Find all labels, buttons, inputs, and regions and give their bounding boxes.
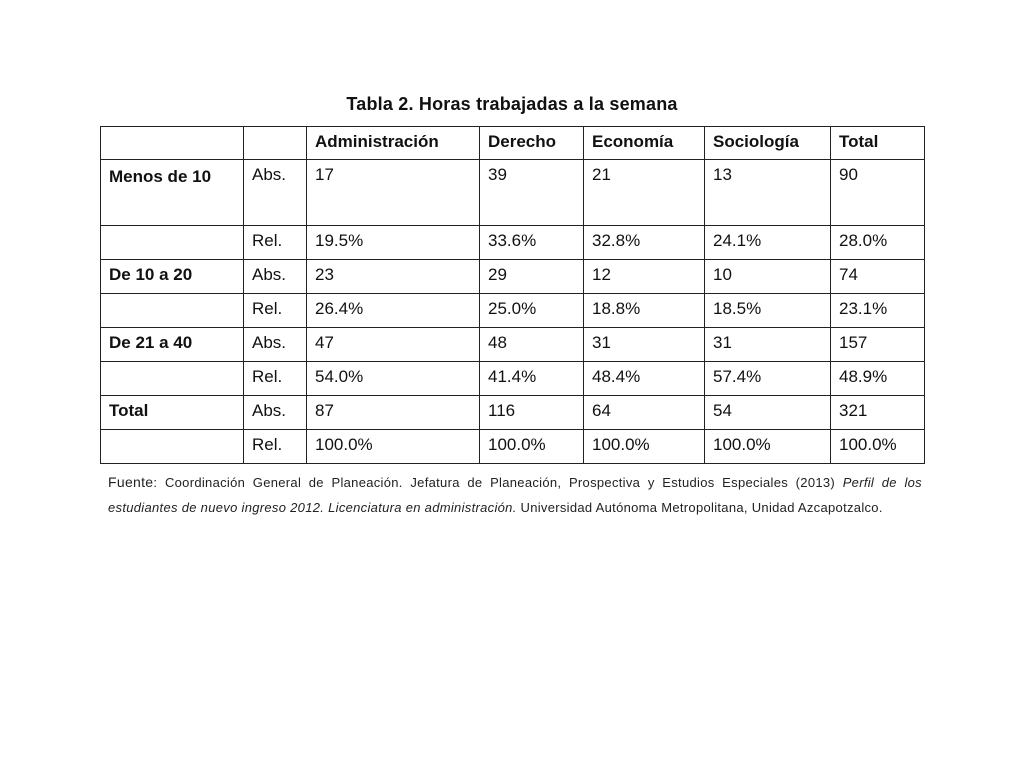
table-cell: 13 <box>705 160 831 226</box>
source-note <box>108 470 922 520</box>
header-cell-derecho: Derecho <box>480 127 584 160</box>
table-cell: 57.4% <box>705 362 831 396</box>
table-cell: 100.0% <box>307 430 480 464</box>
header-cell-total: Total <box>831 127 925 160</box>
group-label: Total <box>101 396 244 430</box>
table-cell: 54 <box>705 396 831 430</box>
table-cell: 18.5% <box>705 294 831 328</box>
table-cell: 64 <box>584 396 705 430</box>
table-cell: 39 <box>480 160 584 226</box>
table-cell: 25.0% <box>480 294 584 328</box>
group-label: De 21 a 40 <box>101 328 244 362</box>
row-type: Abs. <box>244 260 307 294</box>
table-cell: 24.1% <box>705 226 831 260</box>
hours-table <box>100 126 925 464</box>
table-row <box>101 328 925 362</box>
group-label: Menos de 10 <box>101 160 244 226</box>
row-type: Rel. <box>244 430 307 464</box>
table-cell: 100.0% <box>480 430 584 464</box>
table-cell: 28.0% <box>831 226 925 260</box>
table-cell: 90 <box>831 160 925 226</box>
source-publication-title: Perfil de los estudiantes de nuevo ingreso 2012. Licenciatura en administración. <box>108 475 922 515</box>
header-row <box>101 127 925 160</box>
table-cell: 31 <box>584 328 705 362</box>
row-type: Rel. <box>244 226 307 260</box>
table-cell: 29 <box>480 260 584 294</box>
row-type: Abs. <box>244 160 307 226</box>
table-cell: 23 <box>307 260 480 294</box>
table-cell: 74 <box>831 260 925 294</box>
table-cell: 31 <box>705 328 831 362</box>
group-label-empty <box>101 294 244 328</box>
table-row <box>101 160 925 226</box>
table-cell: 157 <box>831 328 925 362</box>
table-cell: 100.0% <box>831 430 925 464</box>
table-cell: 18.8% <box>584 294 705 328</box>
row-type: Abs. <box>244 396 307 430</box>
row-type: Rel. <box>244 294 307 328</box>
table-cell: 47 <box>307 328 480 362</box>
table-row <box>101 294 925 328</box>
group-label-empty <box>101 430 244 464</box>
table-cell: 26.4% <box>307 294 480 328</box>
table-cell: 116 <box>480 396 584 430</box>
table-cell: 19.5% <box>307 226 480 260</box>
table-cell: 48 <box>480 328 584 362</box>
row-type: Rel. <box>244 362 307 396</box>
table-title: Tabla 2. Horas trabajadas a la semana <box>346 94 678 114</box>
table-cell: 100.0% <box>705 430 831 464</box>
table-row <box>101 430 925 464</box>
table-cell: 21 <box>584 160 705 226</box>
table-cell: 54.0% <box>307 362 480 396</box>
document-page <box>100 90 924 533</box>
header-cell-empty <box>244 127 307 160</box>
table-cell: 10 <box>705 260 831 294</box>
source-label: Fuente <box>108 474 154 490</box>
group-label: De 10 a 20 <box>101 260 244 294</box>
table-cell: 12 <box>584 260 705 294</box>
header-cell-empty <box>101 127 244 160</box>
table-cell: 17 <box>307 160 480 226</box>
table-cell: 33.6% <box>480 226 584 260</box>
header-cell-sociologia: Sociología <box>705 127 831 160</box>
table-row <box>101 396 925 430</box>
table-cell: 41.4% <box>480 362 584 396</box>
table-cell: 48.4% <box>584 362 705 396</box>
table-row <box>101 362 925 396</box>
header-cell-economia: Economía <box>584 127 705 160</box>
source-publisher: Universidad Autónoma Metropolitana, Unidad Azcapotzalco. <box>516 500 883 515</box>
table-row <box>101 260 925 294</box>
table-cell: 23.1% <box>831 294 925 328</box>
table-cell: 100.0% <box>584 430 705 464</box>
table-cell: 32.8% <box>584 226 705 260</box>
group-label-empty <box>101 226 244 260</box>
group-label-empty <box>101 362 244 396</box>
table-cell: 87 <box>307 396 480 430</box>
header-cell-administracion: Administración <box>307 127 480 160</box>
table-cell: 321 <box>831 396 925 430</box>
table-row <box>101 226 925 260</box>
source-text: : Coordinación General de Planeación. Jefatura de Planeación, Prospectiva y Estudios Especiales (2013) <box>153 475 843 490</box>
row-type: Abs. <box>244 328 307 362</box>
table-cell: 48.9% <box>831 362 925 396</box>
